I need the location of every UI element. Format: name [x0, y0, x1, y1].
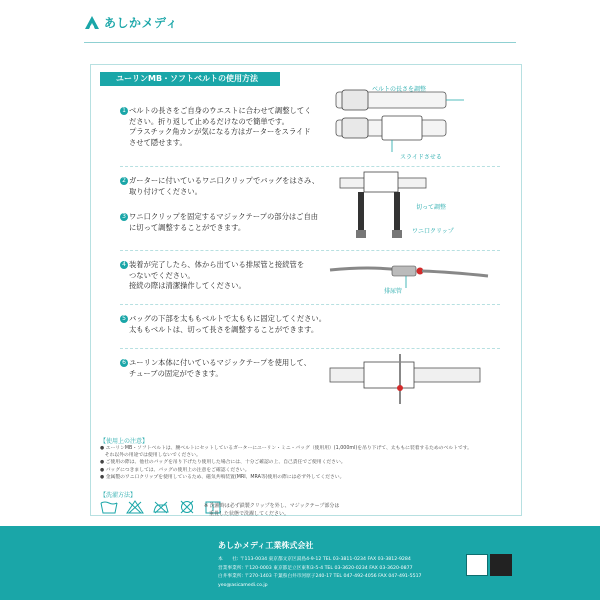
step-number-badge: 3 — [120, 213, 128, 221]
note-item: それ以外の用途では使用しないでください。 — [100, 453, 201, 459]
hand-wash-icon — [100, 500, 118, 514]
step-1-line-1: 1 ベルトの長さをご自身のウエストに合わせて調整してく — [120, 106, 350, 117]
wash-note-line: ※ 洗濯時は必ず鉄製クリップを外し、マジックテープ部分は — [204, 503, 340, 509]
step-6-line-2: チューブの固定ができます。 — [129, 368, 223, 378]
note-item: ● ご使用の際は、他社のバッグを吊り下げたり使用した場合には、十分ご確認の上、自己責任でご使用ください。 — [100, 460, 346, 466]
no-bleach-icon — [126, 500, 144, 514]
wash-title: 【洗濯方法】 — [100, 492, 137, 499]
step-divider — [120, 250, 500, 251]
step-number-badge: 4 — [120, 261, 128, 269]
step-2 — [120, 176, 350, 197]
step-number-badge: 5 — [120, 315, 128, 323]
step-1 — [120, 106, 350, 148]
address-line: 白井事業所: 〒270-1403 千葉県白井市河原子240-17 TEL 047-492-4056 FAX 047-491-5517 — [218, 574, 422, 580]
step-5 — [120, 314, 380, 335]
certification-mark-icon — [466, 554, 488, 576]
step-1-line-3: プラスチック角カンが気になる方はガーターをスライド — [129, 127, 311, 136]
step-5-line-2: 太ももベルトは、切って長さを調整することができます。 — [129, 324, 319, 334]
logo-mark-icon — [84, 15, 100, 31]
footer — [0, 526, 600, 600]
notes-list — [100, 445, 520, 481]
logo-text: あしかメディ — [104, 16, 179, 30]
step-divider — [120, 348, 500, 349]
tube-fixing-illustration — [330, 354, 490, 408]
step-5-line-1: 5 バッグの下部を太ももベルトで太ももに固定してください。 — [120, 314, 380, 325]
company-addresses — [218, 556, 422, 590]
step-2-line-2: 取り付けてください。 — [129, 186, 202, 196]
step-3 — [120, 212, 360, 233]
notes-title: 【使用上の注意】 — [100, 438, 149, 445]
step-6 — [120, 358, 360, 379]
step-3-line-1: 3 ワニ口クリップを固定するマジックテープの部分はご自由 — [120, 212, 360, 223]
step-number-badge: 2 — [120, 177, 128, 185]
step-number-badge: 1 — [120, 107, 128, 115]
address-line: 本 社: 〒113-0034 東京都文京区湯島4-9-12 TEL 03-3811-0234 FAX 03-3812-9284 — [218, 557, 411, 562]
callout-belt-length: ベルトの長さを調整 — [372, 86, 427, 93]
header-divider — [84, 42, 516, 43]
step-divider — [120, 304, 500, 305]
wash-note — [204, 503, 384, 518]
no-iron-icon — [152, 500, 170, 514]
step-2-line-1: 2 ガーターに付いているワニ口クリップでバッグをはさみ、 — [120, 176, 350, 187]
step-4-line-2: つないでください。 — [129, 270, 195, 280]
step-3-line-2: に切って調整することができます。 — [129, 222, 246, 232]
callout-drain-tube: 排尿管 — [384, 288, 403, 295]
step-1-line-4: させて隠せます。 — [129, 137, 187, 147]
step-6-line-1: 6 ユーリン本体に付いているマジックテープを使用して、 — [120, 358, 360, 369]
company-name: あしかメディ工業株式会社 — [218, 541, 314, 550]
step-number-badge: 6 — [120, 359, 128, 367]
section-title: ユーリンMB・ソフトベルトの使用方法 — [100, 72, 280, 86]
no-dry-clean-icon — [178, 500, 196, 514]
company-logo[interactable] — [84, 14, 178, 31]
wash-note-line: 重畳した状態で洗濯してください。 — [204, 510, 290, 517]
step-4-line-1: 4 装着が完了したら、体から出ている排尿管と接続管を — [120, 260, 360, 271]
step-1-line-2: ださい。折り返して止めるだけなので簡単です。 — [129, 116, 289, 126]
email-link[interactable]: yeo@asicamedi.co.jp — [218, 582, 268, 588]
step-4-line-3: 接続の際は清潔操作してください。 — [129, 281, 246, 290]
note-item: ● バッグにつきましては、バッグの使用上の注意をご確認ください。 — [100, 467, 250, 473]
step-divider — [120, 166, 500, 167]
callout-slide: スライドさせる — [400, 154, 442, 161]
callout-cut-adjust: 切って調整 — [416, 204, 447, 211]
step-4 — [120, 260, 360, 292]
iso-mark-icon — [490, 554, 512, 576]
note-item: ● ユーリンMB・ソフトベルトは、腰ベルトにセットしているガーターにユーリン・ミニ・バッグ（使用用）(1,000ml)を吊り下げて、太ももに装着するためのベルトです。 — [100, 446, 472, 451]
callout-clip: ワニ口クリップ — [412, 228, 454, 235]
address-line: 営業事業所: 〒120-0003 東京都足立区東和3-5-4 TEL 03-3620-0234 FAX 03-3620-0877 — [218, 565, 413, 571]
note-item: ● 金属製のワニ口クリップを使用しているため、磁気共鳴装置(MRI、MRA等)使用の際には必ず外してください。 — [100, 474, 345, 480]
tube-connection-illustration — [330, 256, 490, 300]
